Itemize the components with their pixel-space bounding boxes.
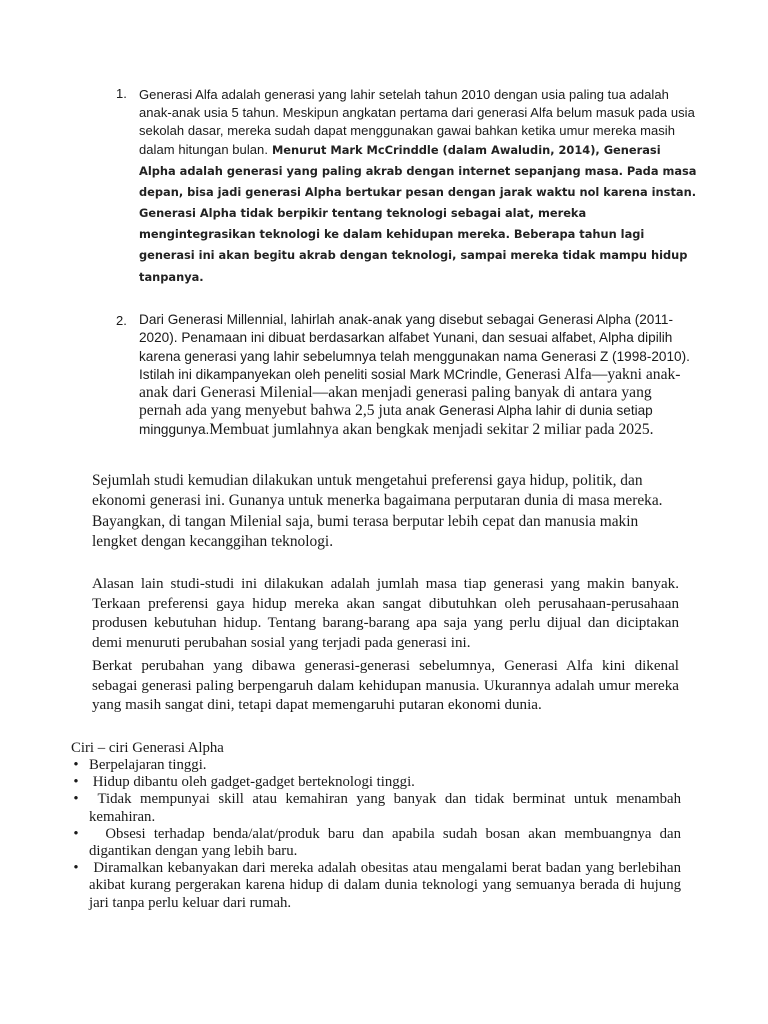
ciri-item-1 <box>71 757 681 774</box>
bullet-icon: • <box>73 860 79 877</box>
bullet-icon: • <box>73 791 79 808</box>
ciri-title: Ciri – ciri Generasi Alpha <box>71 740 224 756</box>
list-item-2-text-a: Dari Generasi Millennial, lahirlah anak-anak yang disebut sebagai Generasi Alpha (2011-2020). Penamaan ini dibuat berdasarkan alfabet Yunani, dan sesuai alfabet, Alpha dipilih karena generasi yang lahir sebelumnya telah menggunakan nama Generasi Z (1998-2010). Istilah ini dikampanyekan oleh peneliti sosial Mark MCrindle, <box>139 312 690 382</box>
list-item-2-body <box>139 311 694 439</box>
list-item-2-text-c: anak Generasi Alpha lahir di dunia setiap minggunya. <box>139 403 653 437</box>
list-item-1-quote: Menurut Mark McCrinddle (dalam Awaludin, 2014), Generasi Alpha adalah generasi yang paling akrab dengan internet sepanjang masa. Pada masa depan, bisa jadi generasi Alpha bertukar pesan dengan jarak waktu nol karena instan. Generasi Alpha tidak berpikir tentang teknologi sebagai alat, mereka mengintegrasikan teknologi ke dalam kehidupan mereka. Beberapa tahun lagi generasi ini akan begitu akrab dengan teknologi, sampai mereka tidak mampu hidup tanpanya. <box>139 143 697 284</box>
list-number-1: 1. <box>116 86 127 101</box>
ciri-item-2 <box>71 774 681 791</box>
paragraph-studi: Sejumlah studi kemudian dilakukan untuk mengetahui preferensi gaya hidup, politik, dan ekonomi generasi ini. Gunanya untuk menerka bagaimana perputaran dunia di masa mereka. Bayangkan, di tangan Milenial saja, bumi terasa berputar lebih cepat dan manusia makin lengket dengan kecanggihan teknologi. <box>92 472 663 550</box>
ciri-item-text: Berpelajaran tinggi. <box>89 757 207 773</box>
ciri-item-text: Obsesi terhadap benda/alat/produk baru dan apabila sudah bosan akan membuangnya dan digantikan dengan yang lebih baru. <box>89 825 685 860</box>
bullet-icon: • <box>73 825 79 842</box>
list-item-1 <box>139 86 699 288</box>
ciri-section <box>71 739 685 912</box>
list-item-2 <box>139 311 694 439</box>
paragraph-berkat: Berkat perubahan yang dibawa generasi-generasi sebelumnya, Generasi Alfa kini dikenal sebagai generasi paling berpengaruh dalam kehidupan manusia. Ukurannya adalah umur mereka yang masih sangat dini, tetapi dapat memengaruhi putaran ekonomi dunia. <box>92 658 679 713</box>
ciri-item-text: Hidup dibantu oleh gadget-gadget berteknologi tinggi. <box>89 774 415 791</box>
ciri-item-text: Diramalkan kebanyakan dari mereka adalah obesitas atau mengalami berat badan yang berlebihan akibat kurang pergerakan karena hidup di dalam dunia teknologi yang semuanya berada di hujung jari tanpa perlu keluar dari rumah. <box>89 860 685 911</box>
list-item-1-text: Generasi Alfa adalah generasi yang lahir setelah tahun 2010 dengan usia paling tua adalah anak-anak usia 5 tahun. Meskipun angkatan pertama dari generasi Alfa belum masuk pada usia sekolah dasar, mereka sudah dapat menggunakan gawai bahkan ketika umur mereka masih dalam hitungan bulan. <box>139 87 695 157</box>
list-number-2: 2. <box>116 313 127 328</box>
ciri-list <box>71 757 685 912</box>
ciri-item-text: Tidak mempunyai skill atau kemahiran yang banyak dan tidak berminat untuk menambah kemahiran. <box>89 791 685 825</box>
list-item-2-text-d: Membuat jumlahnya akan bengkak menjadi sekitar 2 miliar pada 2025. <box>209 420 654 438</box>
ciri-item-5 <box>71 860 685 912</box>
ciri-item-4 <box>71 825 685 860</box>
bullet-icon: • <box>73 774 79 791</box>
list-item-2-text-b: Generasi Alfa—yakni anak-anak dari Generasi Milenial—akan menjadi generasi paling banyak di antara yang pernah ada yang menyebut bahwa 2,5 juta <box>139 365 681 420</box>
ciri-item-3 <box>71 791 685 825</box>
paragraph-alasan: Alasan lain studi-studi ini dilakukan adalah jumlah masa tiap generasi yang makin banyak. Terkaan preferensi gaya hidup mereka akan sangat dibutuhkan oleh perusahaan-perusahaan produsen kebutuhan hidup. Tentang barang-barang apa saja yang perlu dijual dan diciptakan demi menuruti perubahan sosial yang terjadi pada generasi ini. <box>92 576 679 651</box>
bullet-icon: • <box>73 757 79 773</box>
